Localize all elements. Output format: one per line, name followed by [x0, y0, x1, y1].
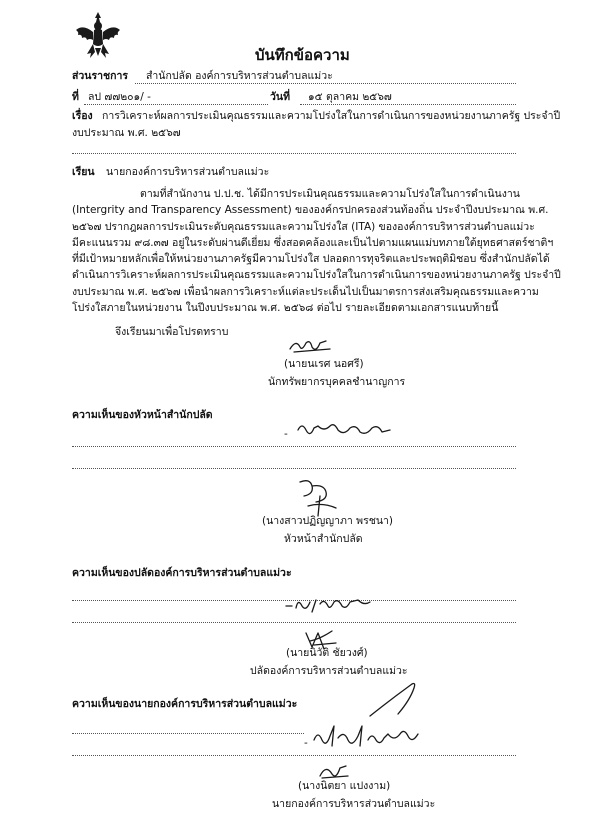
ref-label: ที่: [72, 91, 79, 103]
date-label: วันที่: [270, 91, 290, 103]
date-dotted-line: [300, 104, 516, 105]
section-2-handwritten-comment: [284, 592, 376, 616]
garuda-emblem-icon: [73, 10, 123, 60]
section-3-signer-position: นายกองค์การบริหารส่วนตำบลแม่วะ: [272, 798, 436, 810]
section-1-line-2: [72, 468, 516, 469]
subject-label: เรื่อง: [72, 110, 93, 122]
body-line: งบประมาณ พ.ศ. ๒๕๖๗ เพื่อนำผลการวิเคราะห์แต่ละประเด็นไปเป็นมาตรการส่งเสริมคุณธรรมและความ: [72, 285, 539, 298]
ref-dotted-line: [84, 104, 268, 105]
signer-1-name: (นายนเรศ นอศรี): [284, 358, 364, 370]
section-2-signer-name: (นายนิวัติ ชัยวงศ์): [286, 647, 368, 659]
section-1-line-1: [72, 446, 516, 447]
body-line: ที่มีเป้าหมายหลักเพื่อให้หน่วยงานภาครัฐมีความโปร่งใส ปลอดการทุจริตและประพฤติมิชอบ ซึ่งสำนักปลัดได้: [72, 253, 550, 266]
section-3-comment-mark: -: [304, 737, 308, 749]
dept-value: สำนักปลัด องค์การบริหารส่วนตำบลแม่วะ: [146, 70, 333, 82]
section-1-signer-name: (นางสาวปฏิญญาภา พรชนา): [262, 515, 394, 527]
signature-1: [286, 335, 338, 357]
subject-line-1: การวิเคราะห์ผลการประเมินคุณธรรมและความโปร่งใสในการดำเนินการของหน่วยงานภาครัฐ ประจำปี: [102, 110, 561, 122]
body-line: (Intergrity and Transparency Assessment) ขององค์กรปกครองส่วนท้องถิ่น ประจำปีงบประมาณ พ.ศ.: [72, 204, 549, 217]
to-label: เรียน: [72, 166, 95, 178]
to-value: นายกองค์การบริหารส่วนตำบลแม่วะ: [106, 166, 270, 178]
dept-label: ส่วนราชการ: [72, 70, 129, 82]
section-1-signer-position: หัวหน้าสำนักปลัด: [284, 533, 363, 545]
section-3-handwritten-comment: [312, 720, 422, 754]
memo-title: บันทึกข้อความ: [255, 46, 350, 64]
section-1-comment-mark: -: [284, 428, 288, 440]
body-line: มีคะแนนรวม ๙๘.๓๗ อยู่ในระดับผ่านดีเยี่ยม ซึ่งสอดคล้องและเป็นไปตามแผนแม่บทภายใต้ยุทธศาสตร์ชาติฯ: [72, 236, 554, 249]
body-paragraph: [72, 186, 561, 316]
section-2-signer-position: ปลัดองค์การบริหารส่วนตำบลแม่วะ: [250, 665, 408, 677]
signer-1-position: นักทรัพยากรบุคคลชำนาญการ: [268, 376, 406, 388]
section-1-heading: ความเห็นของหัวหน้าสำนักปลัด: [72, 409, 213, 421]
section-2-line-2: [72, 622, 516, 623]
body-line: ดำเนินการวิเคราะห์ผลการประเมินคุณธรรมและความโปร่งใสในการดำเนินการของหน่วยงานภาครัฐ ประจำปี: [72, 269, 561, 282]
section-3-line-2: [72, 755, 516, 756]
section-3-line-1: [72, 733, 304, 734]
body-line: ๒๕๖๗ ปรากฎผลการประเมินระดับคุณธรรมและความโปร่งใส (ITA) ขององค์การบริหารส่วนตำบลแม่วะ: [72, 220, 535, 233]
signature-2: [290, 476, 350, 518]
section-1-handwritten-comment: [294, 418, 394, 444]
body-line: โปร่งใสภายในหน่วยงาน ในปีงบประมาณ พ.ศ. ๒๕๖๘ ต่อไป รายละเอียดตามเอกสารแนบท้ายนี้: [72, 302, 499, 315]
body-line: ตามที่สำนักงาน ป.ป.ช. ได้มีการประเมินคุณธรรมและความโปร่งใสในการดำเนินงาน: [140, 188, 520, 200]
date-value: ๑๕ ตุลาคม ๒๕๖๗: [308, 91, 392, 103]
section-3-signer-name: (นางนิตยา แปงงาม): [298, 780, 391, 792]
signature-4-flourish: [360, 680, 420, 720]
dept-dotted-line: [135, 83, 516, 84]
closing-text: จึงเรียนมาเพื่อโปรดทราบ: [115, 326, 229, 338]
section-2-heading: ความเห็นของปลัดองค์การบริหารส่วนตำบลแม่วะ: [72, 567, 292, 579]
section-3-heading: ความเห็นของนายกองค์การบริหารส่วนตำบลแม่วะ: [72, 698, 298, 710]
ref-value: ลป ๗๗๒๐๑/ -: [88, 91, 151, 103]
subject-line-2: งบประมาณ พ.ศ. ๒๕๖๗: [72, 127, 181, 139]
header-separator: [72, 153, 516, 154]
